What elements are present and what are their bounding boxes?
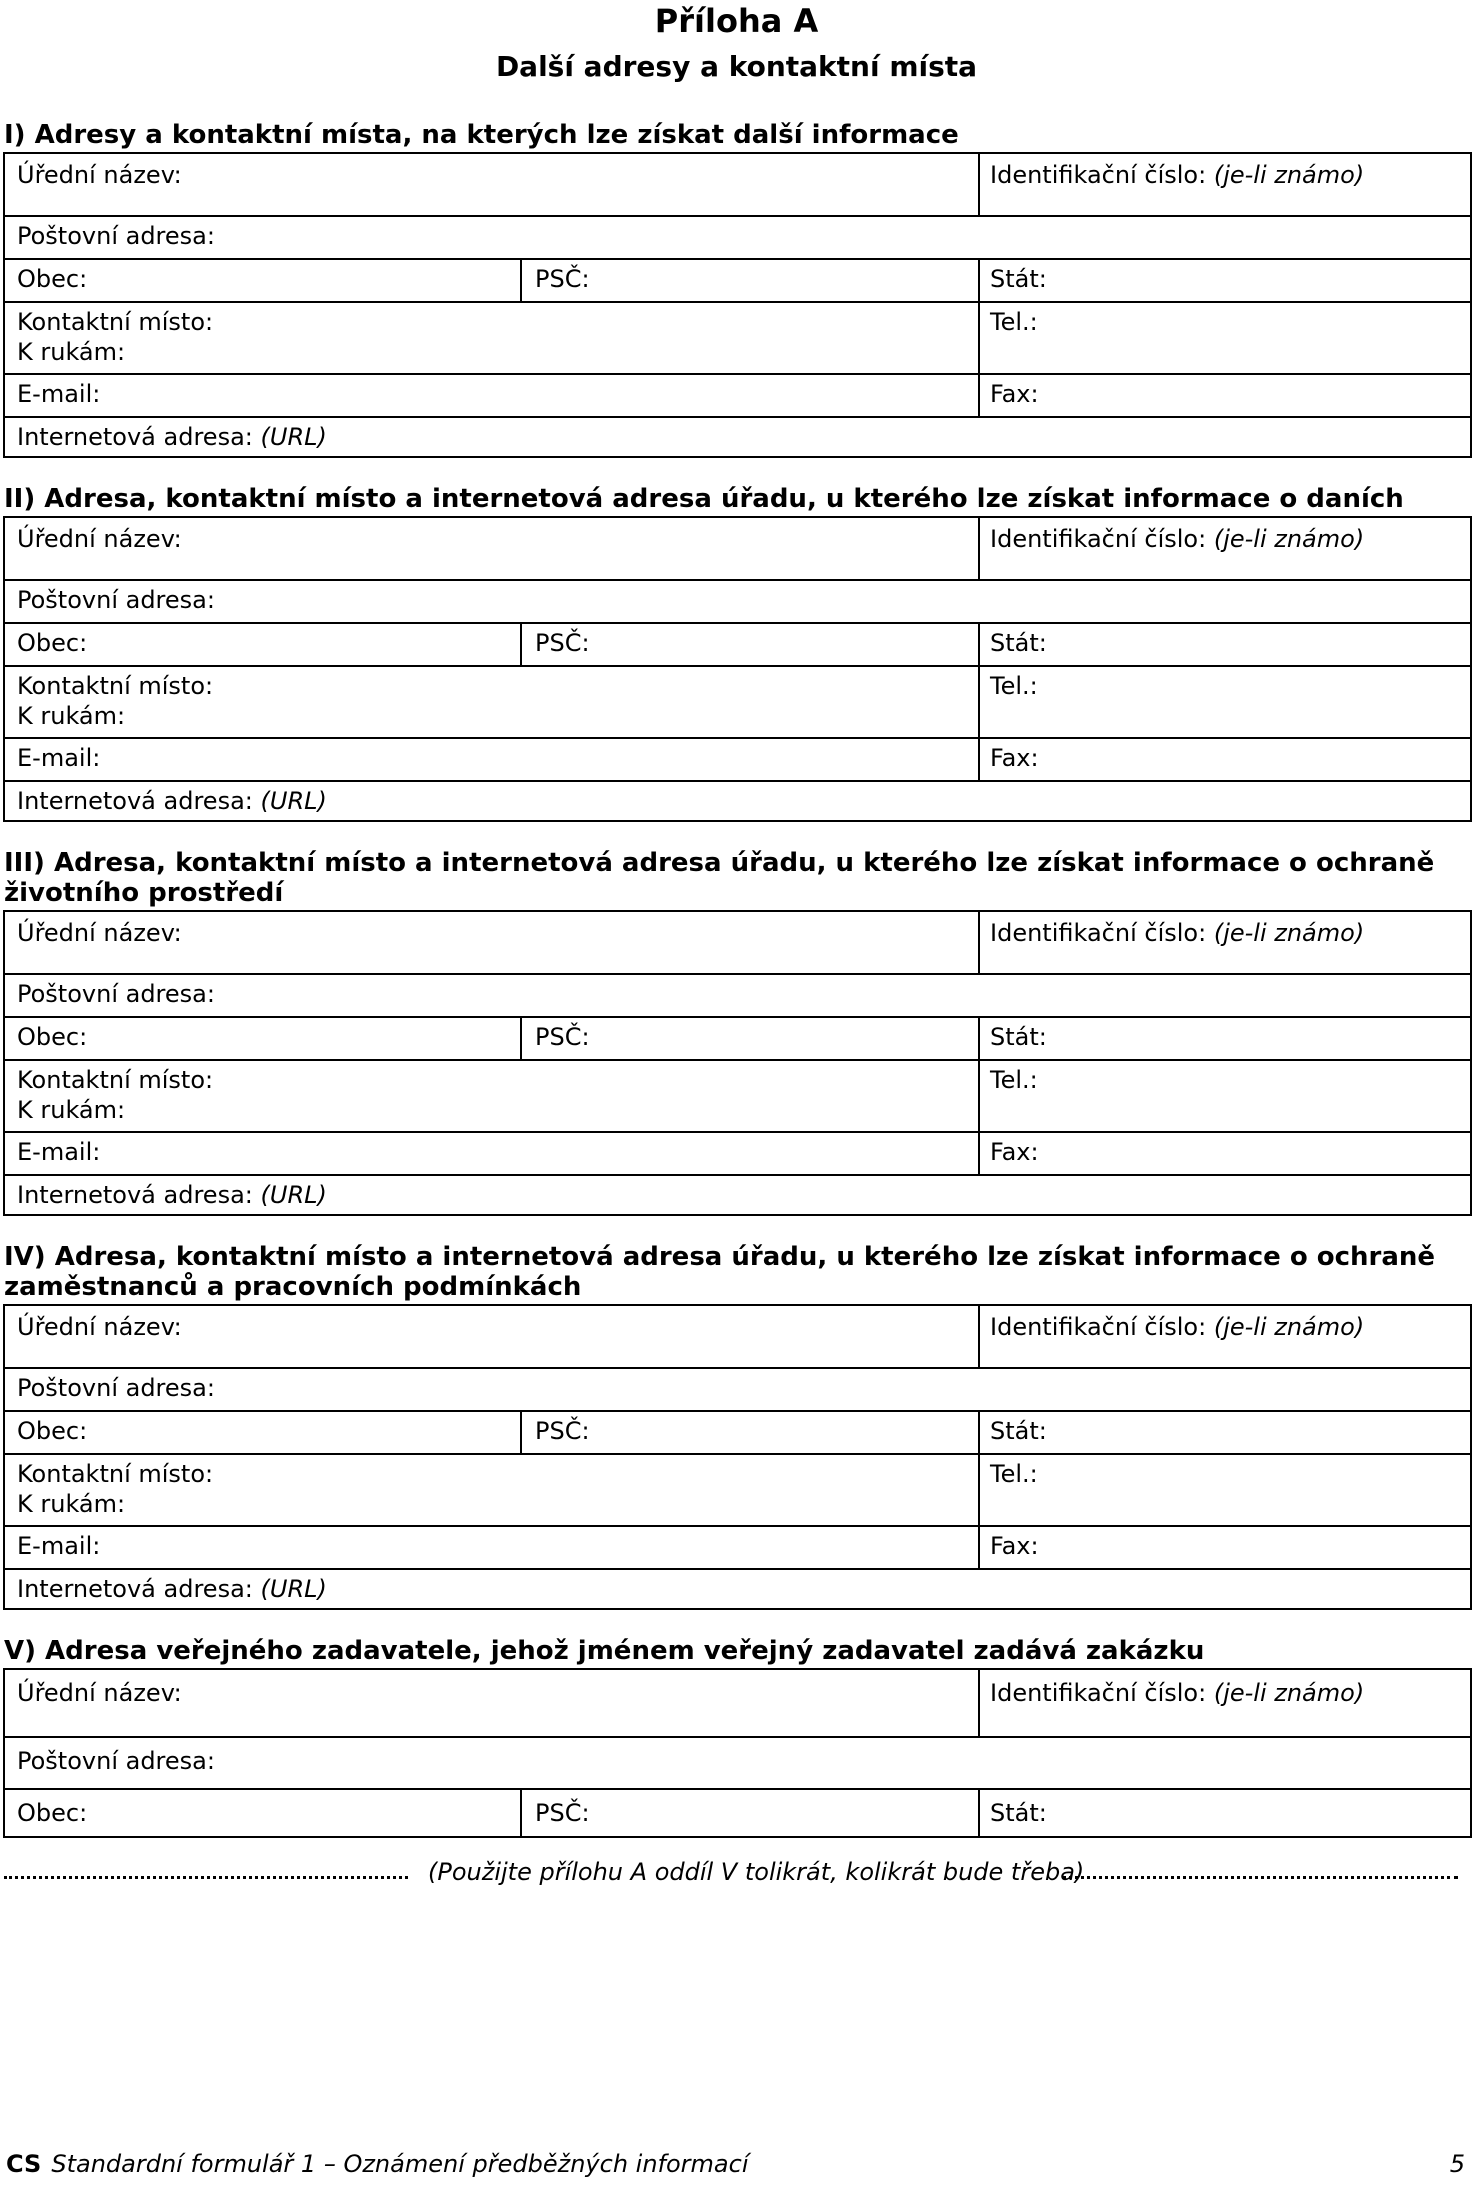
contact-point-label: Kontaktní místo: [17,1066,214,1094]
row-town [5,1788,1470,1836]
postcode-label: PSČ: [535,1023,590,1051]
official-name-label: Úřední název: [17,1679,182,1707]
section-5 [4,1636,1473,1666]
tel-label: Tel.: [990,1066,1038,1094]
country-label: Stát: [990,1417,1047,1445]
row-official-name [5,518,1470,579]
row-contact [5,1453,1470,1525]
row-postal-address [5,215,1470,258]
id-number-label: Identifikační číslo: (je-li známo) [990,919,1365,947]
town-label: Obec: [17,1417,88,1445]
row-town [5,258,1470,301]
attention-label: K rukám: [17,1096,126,1124]
attention-label: K rukám: [17,702,126,730]
repeat-note: (Použijte přílohu A oddíl V tolikrát, kolikrát bude třeba) [428,1858,1085,1886]
row-official-name [5,154,1470,215]
row-official-name [5,1670,1470,1736]
country-label: Stát: [990,265,1047,293]
id-number-label: Identifikační číslo: (je-li známo) [990,161,1365,189]
row-email [5,737,1470,780]
internet-label: Internetová adresa: (URL) [17,787,327,815]
section-heading: V) Adresa veřejného zadavatele, jehož jménem veřejný zadavatel zadává zakázku [4,1636,1205,1666]
row-official-name [5,912,1470,973]
fax-label: Fax: [990,744,1039,772]
tel-label: Tel.: [990,1460,1038,1488]
row-internet [5,1568,1470,1608]
contact-point-label: Kontaktní místo: [17,672,214,700]
row-postal-address [5,579,1470,622]
page-title: Příloha A [654,2,819,40]
fax-label: Fax: [990,1138,1039,1166]
email-label: E-mail: [17,1532,101,1560]
postcode-label: PSČ: [535,265,590,293]
attention-label: K rukám: [17,338,126,366]
row-town [5,1016,1470,1059]
row-postal-address [5,1736,1470,1788]
page-number: 5 [1449,2150,1465,2178]
postal-address-label: Poštovní adresa: [17,1747,215,1775]
row-internet [5,1174,1470,1214]
section-2 [4,484,1473,514]
official-name-label: Úřední název: [17,525,182,553]
section-heading: III) Adresa, kontaktní místo a internetová adresa úřadu, u kterého lze získat informace o ochraně životního prostředí [4,848,1435,908]
row-internet [5,416,1470,456]
row-postal-address [5,973,1470,1016]
footer-form-name: Standardní formulář 1 – Oznámení předběžných informací [51,2150,749,2178]
country-label: Stát: [990,629,1047,657]
email-label: E-mail: [17,1138,101,1166]
email-label: E-mail: [17,380,101,408]
row-town [5,622,1470,665]
official-name-label: Úřední název: [17,919,182,947]
email-label: E-mail: [17,744,101,772]
footer-language: CS [6,2150,42,2178]
attention-label: K rukám: [17,1490,126,1518]
page-subtitle: Další adresy a kontaktní místa [495,50,978,83]
row-internet [5,780,1470,820]
official-name-label: Úřední název: [17,161,182,189]
dotted-leader-right [1062,1852,1458,1879]
address-table [3,516,1472,822]
town-label: Obec: [17,1023,88,1051]
row-email [5,373,1470,416]
town-label: Obec: [17,265,88,293]
row-email [5,1131,1470,1174]
town-label: Obec: [17,629,88,657]
postcode-label: PSČ: [535,1799,590,1827]
section-4 [4,1242,1473,1302]
official-name-label: Úřední název: [17,1313,182,1341]
id-number-label: Identifikační číslo: (je-li známo) [990,525,1365,553]
row-contact [5,301,1470,373]
country-label: Stát: [990,1023,1047,1051]
id-number-label: Identifikační číslo: (je-li známo) [990,1313,1365,1341]
page-footer [6,2150,748,2178]
internet-label: Internetová adresa: (URL) [17,1575,327,1603]
id-number-label: Identifikační číslo: (je-li známo) [990,1679,1365,1707]
internet-label: Internetová adresa: (URL) [17,423,327,451]
country-label: Stát: [990,1799,1047,1827]
fax-label: Fax: [990,380,1039,408]
row-postal-address [5,1367,1470,1410]
postal-address-label: Poštovní adresa: [17,980,215,1008]
repeat-note-row [0,1852,1473,1892]
town-label: Obec: [17,1799,88,1827]
row-email [5,1525,1470,1568]
address-table [3,910,1472,1216]
row-town [5,1410,1470,1453]
section-heading: IV) Adresa, kontaktní místo a internetová adresa úřadu, u kterého lze získat informace o ochraně zaměstnanců a pracovních podmínkách [4,1242,1436,1302]
contact-point-label: Kontaktní místo: [17,1460,214,1488]
fax-label: Fax: [990,1532,1039,1560]
internet-label: Internetová adresa: (URL) [17,1181,327,1209]
address-table [3,1668,1472,1838]
address-table [3,152,1472,458]
postal-address-label: Poštovní adresa: [17,222,215,250]
section-3 [4,848,1473,908]
row-contact [5,1059,1470,1131]
section-heading: II) Adresa, kontaktní místo a internetová adresa úřadu, u kterého lze získat informace o daních [4,484,1404,514]
postal-address-label: Poštovní adresa: [17,586,215,614]
tel-label: Tel.: [990,308,1038,336]
row-official-name [5,1306,1470,1367]
row-contact [5,665,1470,737]
contact-point-label: Kontaktní místo: [17,308,214,336]
tel-label: Tel.: [990,672,1038,700]
section-heading: I) Adresy a kontaktní místa, na kterých lze získat další informace [4,120,959,150]
postal-address-label: Poštovní adresa: [17,1374,215,1402]
section-1 [4,120,1473,150]
postcode-label: PSČ: [535,1417,590,1445]
address-table [3,1304,1472,1610]
postcode-label: PSČ: [535,629,590,657]
dotted-leader-left [4,1852,408,1879]
